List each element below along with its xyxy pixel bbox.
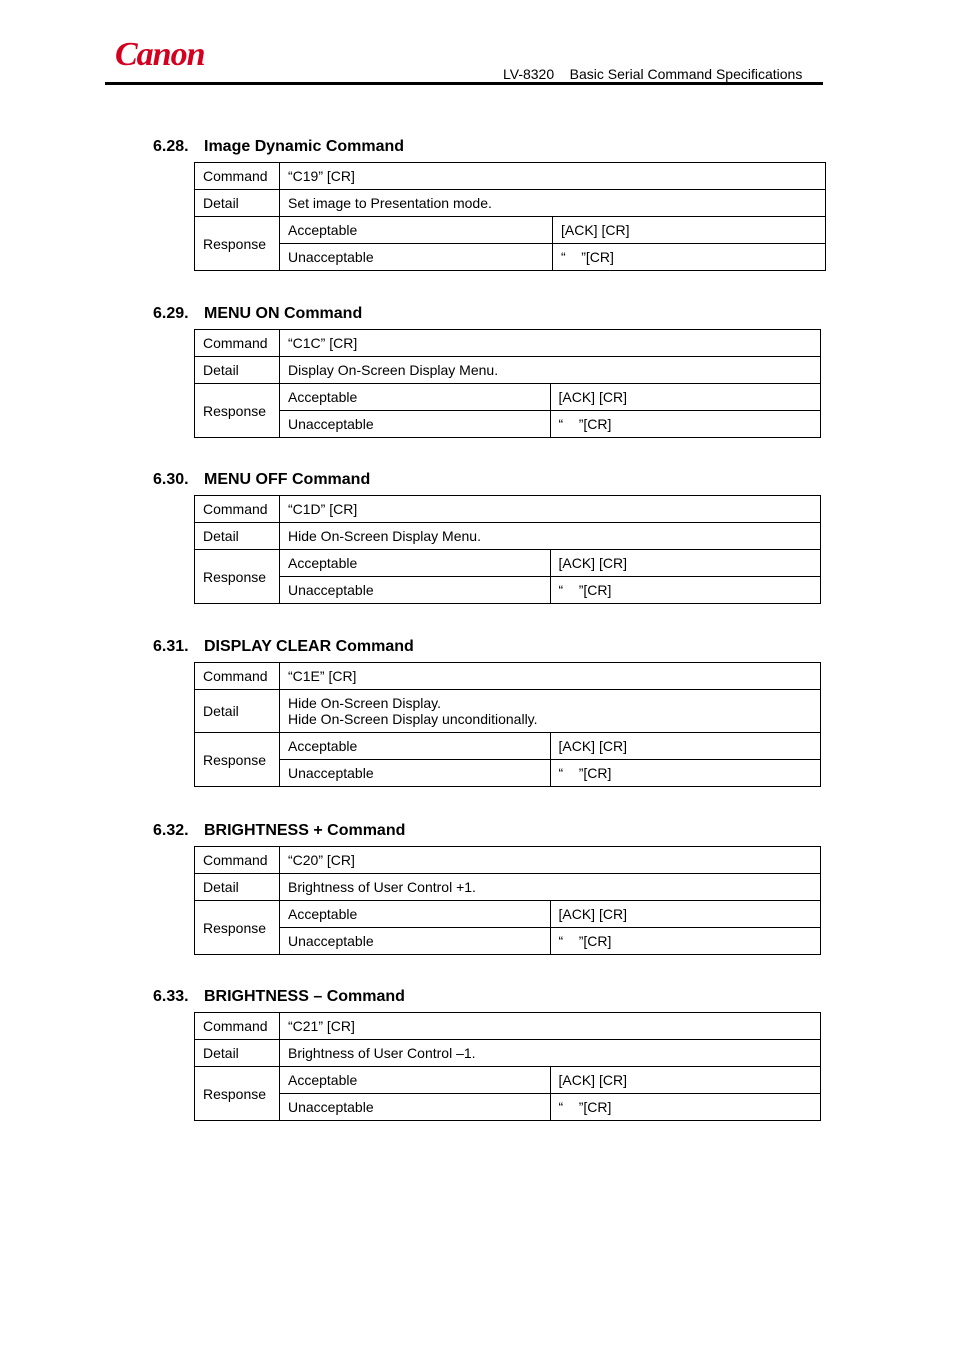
detail-row	[195, 874, 821, 901]
section-heading	[153, 470, 821, 490]
acceptable-label: Acceptable	[280, 1067, 551, 1094]
command-label: Command	[195, 330, 280, 357]
section-number: 6.32.	[153, 822, 189, 839]
section-heading	[153, 987, 821, 1007]
detail-line: Hide On-Screen Display unconditionally.	[288, 711, 538, 727]
command-label: Command	[195, 496, 280, 523]
response-acceptable-row	[195, 217, 826, 244]
unacceptable-label: Unacceptable	[280, 760, 551, 787]
response-unacceptable-row	[195, 577, 821, 604]
detail-line: Brightness of User Control +1.	[288, 879, 476, 895]
command-table	[194, 662, 821, 787]
detail-line: Hide On-Screen Display Menu.	[288, 528, 481, 544]
detail-label: Detail	[195, 523, 280, 550]
command-table	[194, 495, 821, 604]
detail-value	[280, 874, 821, 901]
unacceptable-value: “ ”[CR]	[550, 411, 821, 438]
section-title: Image Dynamic Command	[204, 138, 405, 155]
command-row	[195, 496, 821, 523]
detail-row	[195, 690, 821, 733]
command-table	[194, 329, 821, 438]
unacceptable-label: Unacceptable	[280, 1094, 551, 1121]
command-label: Command	[195, 1013, 280, 1040]
header-rule	[105, 82, 823, 85]
unacceptable-value: “ ”[CR]	[550, 577, 821, 604]
section-number: 6.29.	[153, 305, 189, 322]
acceptable-label: Acceptable	[280, 384, 551, 411]
detail-value	[280, 190, 826, 217]
command-table	[194, 846, 821, 955]
section-heading	[153, 637, 821, 657]
section-6-31	[153, 637, 821, 787]
acceptable-value: [ACK] [CR]	[553, 217, 826, 244]
section-number: 6.33.	[153, 988, 189, 1005]
unacceptable-value: “ ”[CR]	[550, 760, 821, 787]
detail-line: Display On-Screen Display Menu.	[288, 362, 499, 378]
detail-line: Set image to Presentation mode.	[288, 195, 492, 211]
command-label: Command	[195, 663, 280, 690]
response-label: Response	[195, 901, 280, 955]
unacceptable-label: Unacceptable	[280, 244, 553, 271]
section-number: 6.31.	[153, 638, 189, 655]
section-title: BRIGHTNESS + Command	[204, 822, 406, 839]
section-heading	[153, 821, 821, 841]
section-number: 6.30.	[153, 471, 189, 488]
detail-row	[195, 1040, 821, 1067]
command-value: “C1D” [CR]	[280, 496, 821, 523]
section-title: MENU ON Command	[204, 305, 363, 322]
acceptable-value: [ACK] [CR]	[550, 384, 821, 411]
detail-row	[195, 190, 826, 217]
acceptable-label: Acceptable	[280, 733, 551, 760]
response-label: Response	[195, 384, 280, 438]
command-value: “C1C” [CR]	[280, 330, 821, 357]
command-value: “C21” [CR]	[280, 1013, 821, 1040]
detail-value	[280, 690, 821, 733]
section-6-32	[153, 821, 821, 955]
detail-line: Hide On-Screen Display.	[288, 695, 442, 711]
command-table	[194, 1012, 821, 1121]
acceptable-value: [ACK] [CR]	[550, 901, 821, 928]
section-title: DISPLAY CLEAR Command	[204, 638, 414, 655]
response-unacceptable-row	[195, 1094, 821, 1121]
acceptable-label: Acceptable	[280, 550, 551, 577]
detail-label: Detail	[195, 1040, 280, 1067]
command-row	[195, 330, 821, 357]
acceptable-label: Acceptable	[280, 901, 551, 928]
detail-label: Detail	[195, 190, 280, 217]
detail-value	[280, 1040, 821, 1067]
response-label: Response	[195, 1067, 280, 1121]
unacceptable-label: Unacceptable	[280, 577, 551, 604]
response-label: Response	[195, 733, 280, 787]
section-title: MENU OFF Command	[204, 471, 371, 488]
response-label: Response	[195, 550, 280, 604]
detail-row	[195, 357, 821, 384]
response-acceptable-row	[195, 1067, 821, 1094]
section-6-30	[153, 470, 821, 604]
command-row	[195, 163, 826, 190]
acceptable-value: [ACK] [CR]	[550, 733, 821, 760]
section-6-28	[153, 137, 826, 271]
unacceptable-label: Unacceptable	[280, 411, 551, 438]
acceptable-value: [ACK] [CR]	[550, 1067, 821, 1094]
response-acceptable-row	[195, 733, 821, 760]
command-label: Command	[195, 163, 280, 190]
detail-label: Detail	[195, 874, 280, 901]
command-row	[195, 663, 821, 690]
section-number: 6.28.	[153, 138, 189, 155]
acceptable-value: [ACK] [CR]	[550, 550, 821, 577]
detail-row	[195, 523, 821, 550]
canon-logo: Canon	[115, 36, 205, 73]
detail-value	[280, 357, 821, 384]
section-6-29	[153, 304, 821, 438]
section-6-33	[153, 987, 821, 1121]
response-unacceptable-row	[195, 411, 821, 438]
command-row	[195, 1013, 821, 1040]
response-label: Response	[195, 217, 280, 271]
command-table	[194, 162, 826, 271]
document-title: LV-8320 Basic Serial Command Specifications	[503, 66, 803, 82]
response-unacceptable-row	[195, 760, 821, 787]
command-value: “C19” [CR]	[280, 163, 826, 190]
detail-value	[280, 523, 821, 550]
acceptable-label: Acceptable	[280, 217, 553, 244]
command-label: Command	[195, 847, 280, 874]
detail-label: Detail	[195, 357, 280, 384]
section-heading	[153, 137, 826, 157]
unacceptable-value: “ ”[CR]	[550, 1094, 821, 1121]
unacceptable-value: “ ”[CR]	[550, 928, 821, 955]
unacceptable-label: Unacceptable	[280, 928, 551, 955]
response-acceptable-row	[195, 550, 821, 577]
detail-line: Brightness of User Control –1.	[288, 1045, 476, 1061]
command-value: “C20” [CR]	[280, 847, 821, 874]
response-unacceptable-row	[195, 244, 826, 271]
response-unacceptable-row	[195, 928, 821, 955]
command-row	[195, 847, 821, 874]
section-title: BRIGHTNESS – Command	[204, 988, 405, 1005]
response-acceptable-row	[195, 901, 821, 928]
unacceptable-value: “ ”[CR]	[553, 244, 826, 271]
detail-label: Detail	[195, 690, 280, 733]
command-value: “C1E” [CR]	[280, 663, 821, 690]
section-heading	[153, 304, 821, 324]
response-acceptable-row	[195, 384, 821, 411]
